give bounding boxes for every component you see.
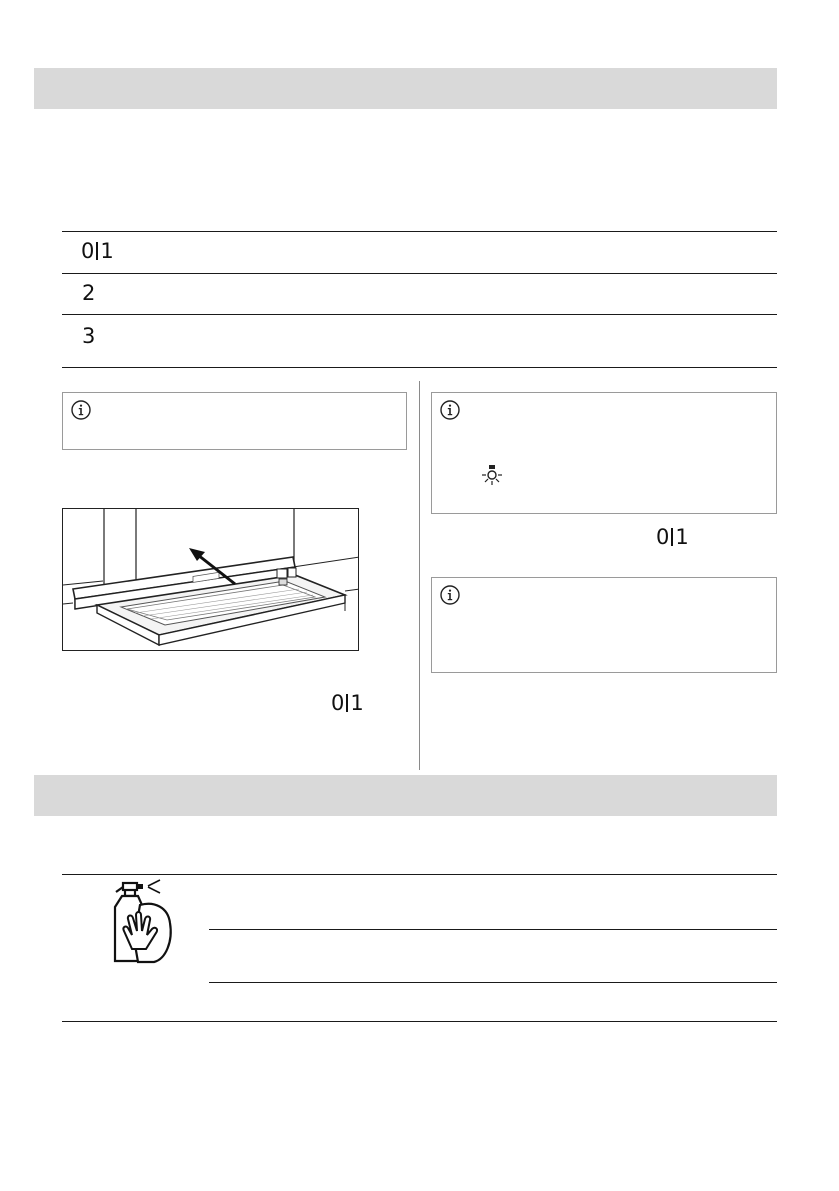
table-rule	[62, 314, 777, 315]
care-table-rule-top	[62, 874, 777, 875]
table-rule-bottom	[62, 367, 777, 368]
symbol-one: 1	[350, 691, 364, 715]
symbol-separator	[96, 242, 98, 260]
range-hood-extraction-illustration	[62, 508, 359, 651]
speed-2-symbol: 2	[82, 281, 96, 305]
light-bulb-icon	[481, 464, 503, 486]
symbol-separator	[671, 528, 673, 546]
symbol-one: 1	[675, 525, 689, 549]
info-box-right-2	[431, 577, 777, 673]
symbol-zero: 0	[656, 525, 670, 549]
care-table-rule-bottom	[62, 1021, 777, 1022]
on-off-symbol-inline	[331, 693, 364, 714]
section-header-bar-top	[34, 68, 777, 109]
info-icon	[71, 400, 91, 420]
range-hood-drawing	[63, 509, 359, 651]
info-icon	[440, 400, 460, 420]
info-box-right-1	[431, 392, 777, 514]
care-table-rule	[209, 929, 777, 930]
spray-and-cloth-icon	[110, 879, 174, 965]
symbol-separator	[346, 694, 348, 712]
symbol-zero: 0	[81, 239, 95, 263]
on-off-symbol-inline	[656, 527, 689, 548]
column-divider	[419, 381, 420, 770]
table-rule	[62, 273, 777, 274]
info-icon	[440, 585, 460, 605]
symbol-zero: 0	[331, 691, 345, 715]
section-header-bar-care	[34, 775, 777, 816]
symbol-one: 1	[100, 239, 114, 263]
on-off-symbol	[81, 241, 114, 262]
table-rule-top	[62, 231, 777, 232]
info-box-left	[62, 392, 407, 450]
care-table-rule	[209, 982, 777, 983]
speed-3-symbol: 3	[82, 324, 96, 348]
